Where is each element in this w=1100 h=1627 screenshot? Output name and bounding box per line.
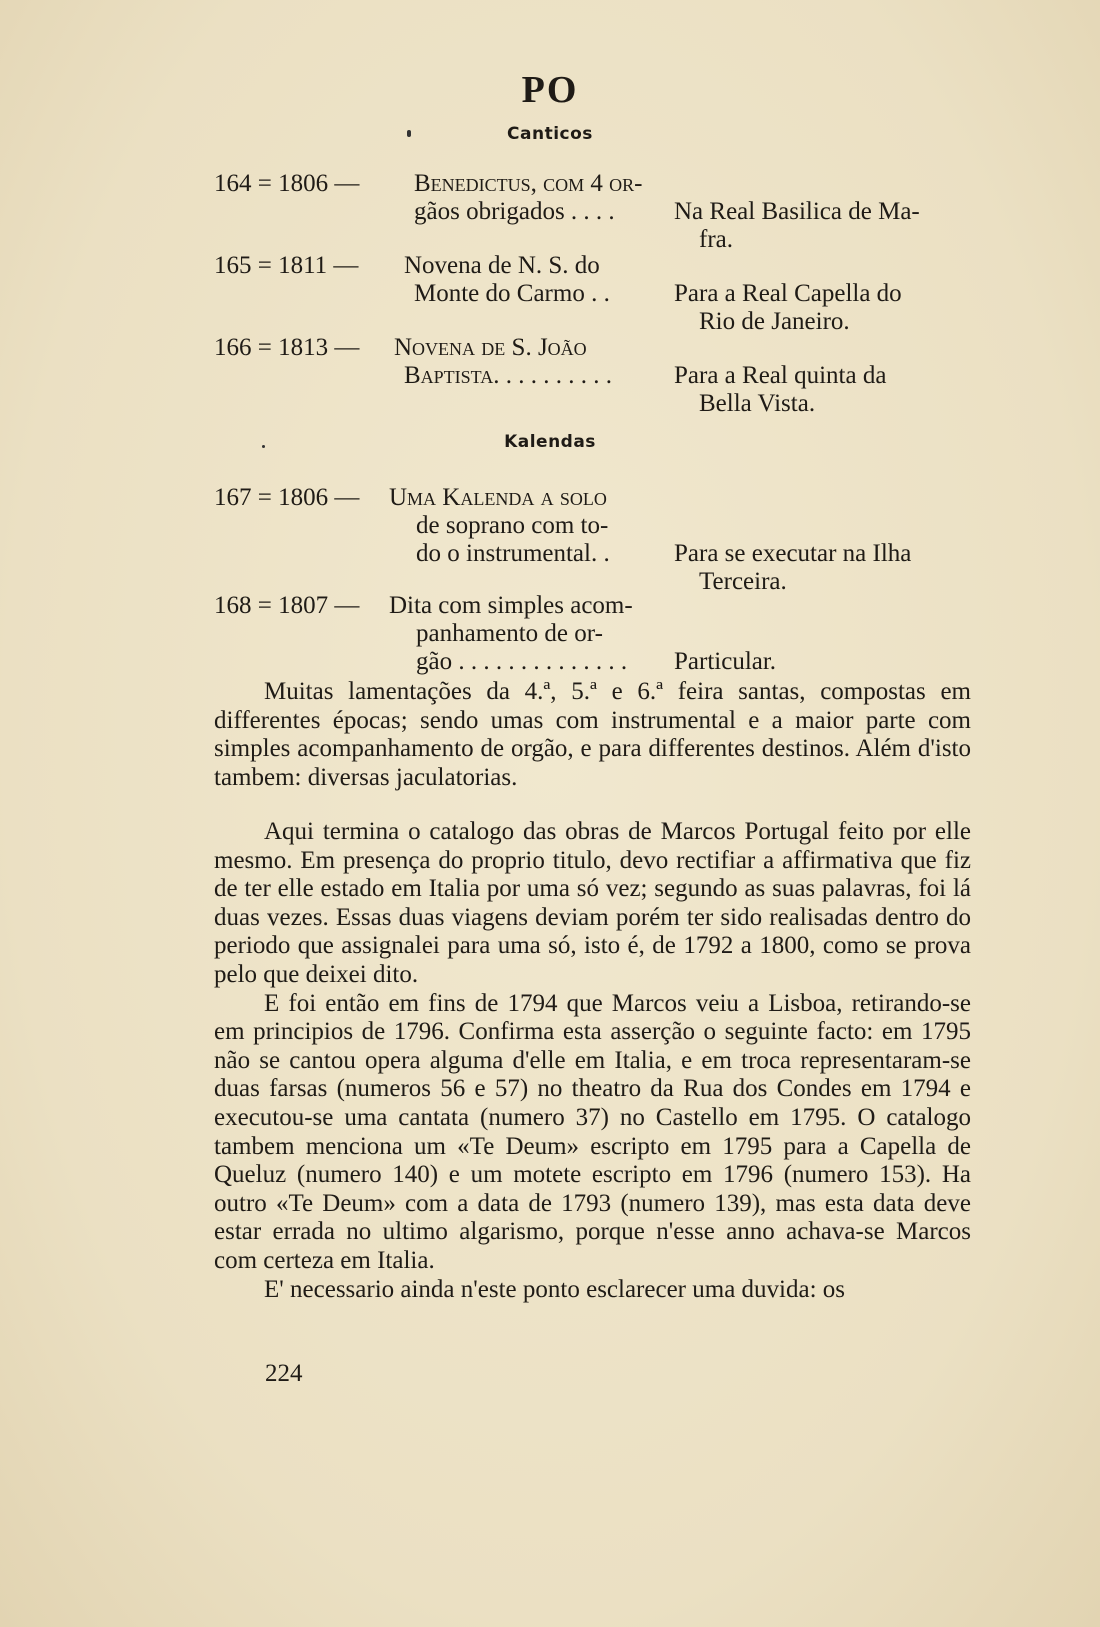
page-header-mark: PO [521, 69, 579, 111]
catalog-entry-166 [214, 334, 974, 418]
entry-place: Para a Real quinta da [674, 362, 887, 389]
body-text-lower [214, 818, 971, 1304]
catalog-entry-164 [214, 170, 974, 254]
entry-work: panhamento de or- [416, 620, 603, 647]
entry-work: Benedictus, com 4 or- [414, 170, 643, 197]
entry-place: Bella Vista. [699, 390, 816, 417]
entry-work: Novena de S. João [394, 334, 587, 361]
page-number: 224 [265, 1360, 303, 1387]
entry-work: do o instrumental. . [416, 540, 610, 567]
entry-work: Novena de N. S. do [404, 252, 600, 279]
entry-work: de soprano com to- [416, 512, 609, 539]
catalog-entry-167 [214, 484, 974, 596]
entry-place: Rio de Janeiro. [699, 308, 850, 335]
entry-place: Para a Real Capella do [674, 280, 902, 307]
entry-work: Baptista. . . . . . . . . . [404, 362, 612, 389]
entry-work: Uma Kalenda a solo [389, 484, 607, 511]
catalog-entry-165 [214, 252, 974, 336]
body-text-upper [214, 678, 971, 792]
entry-work: Monte do Carmo . . [414, 280, 610, 307]
section-heading-kalendas: Kalendas [504, 432, 596, 452]
entry-place: Terceira. [699, 568, 787, 595]
entry-number: 166 = 1813 — [214, 334, 360, 361]
entry-work: Dita com simples acom- [389, 592, 633, 619]
entry-number: 167 = 1806 — [214, 484, 360, 511]
paragraph-lisboa: E foi então em fins de 1794 que Marcos veiu a Lisboa, retirando-se em principios de 1796. Confirma esta asserção o seguinte facto: em 1795 não se cantou opera alguma d'elle em Italia, e em troca representaram-se duas farsas (numeros 56 e 57) no theatro da Rua dos Condes em 1794 e executou-se uma cantata (numero 37) no Castello em 1795. O catalogo tambem menciona um «Te Deum» escripto em 1795 para a Capella de Queluz (numero 140) e um motete escripto em 1796 (numero 153). Ha outro «Te Deum» com a data de 1793 (numero 139), mas esta data deve estar errada no ultimo algarismo, porque n'esse anno achava-se Marcos com certeza em Italia. [214, 989, 971, 1274]
entry-number: 165 = 1811 — [214, 252, 359, 279]
section-heading-canticos: Canticos [507, 124, 593, 144]
entry-place: Para se executar na Ilha [674, 540, 912, 567]
catalog-entry-168 [214, 592, 974, 676]
entry-place: fra. [699, 226, 733, 253]
entry-number: 168 = 1807 — [214, 592, 360, 619]
paragraph-catalogo: Aqui termina o catalogo das obras de Marcos Portugal feito por elle mesmo. Em presença do proprio titulo, devo rectifiar a affirmativa que fiz de ter elle estado em Italia por uma só vez; segundo as suas palavras, foi lá duas vezes. Essas duas viagens deviam porém ter sido realisadas dentro do periodo que assignalei para uma só, isto é, de 1792 a 1800, como se prova pelo que deixei dito. [214, 818, 971, 988]
entry-place: Na Real Basilica de Ma- [674, 198, 920, 225]
entry-place: Particular. [674, 648, 777, 675]
entry-number: 164 = 1806 — [214, 170, 360, 197]
entry-work: gãos obrigados . . . . [414, 198, 615, 225]
paragraph-lamentacoes: Muitas lamentações da 4.ª, 5.ª e 6.ª feira santas, compostas em differentes épocas; sendo umas com instrumental e a maior parte com simples acompanhamento de orgão, e para differentes destinos. Além d'isto tambem: diversas jaculatorias. [214, 678, 971, 791]
entry-work: gão . . . . . . . . . . . . . . [416, 648, 628, 675]
paragraph-duvida: E' necessario ainda n'este ponto esclarecer uma duvida: os [264, 1275, 846, 1303]
